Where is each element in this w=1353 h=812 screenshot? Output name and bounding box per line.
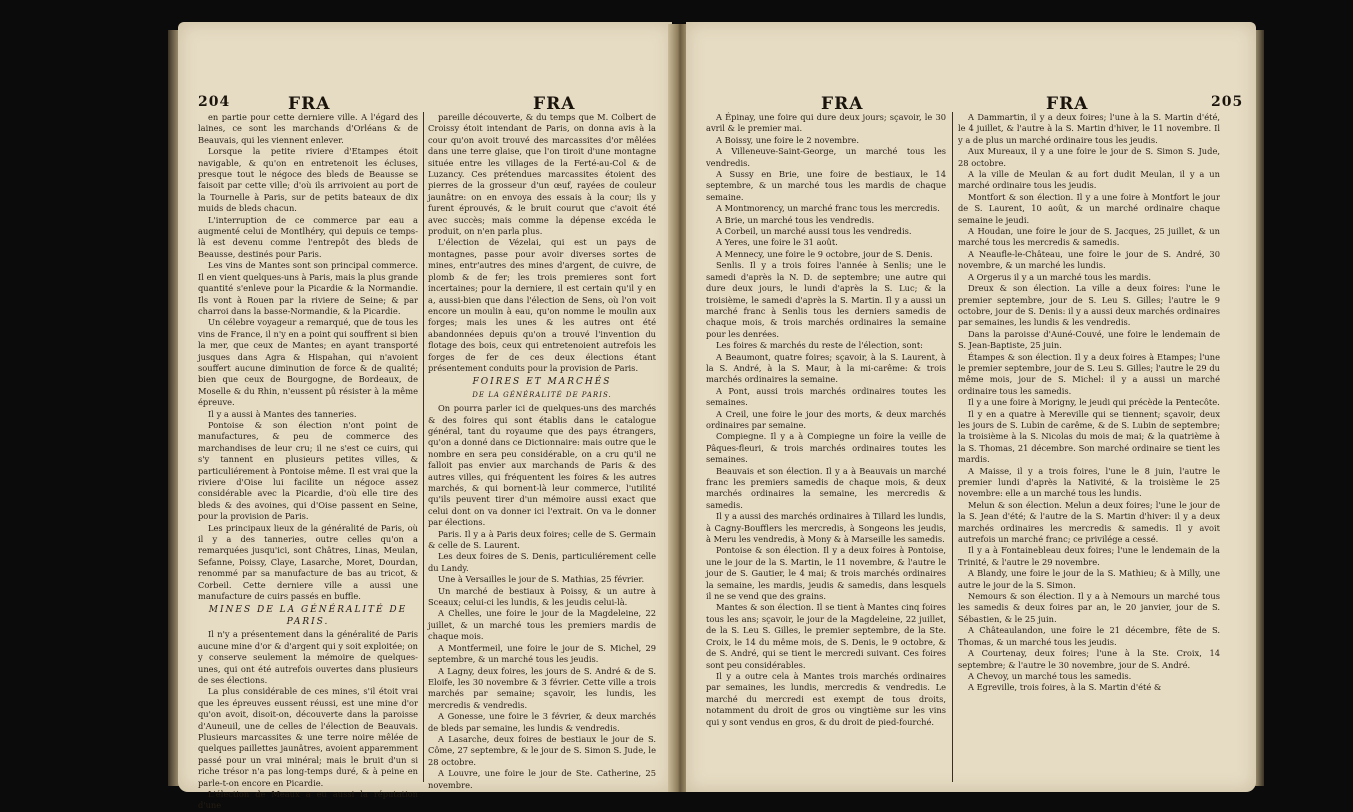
paragraph: Les vins de Mantes sont son principal commerce. Il en vient quelques-uns à Paris, mais la plus grande quantité s'enleve pour la Picardie & la Normandie. Ils vont à Rouen par la riviere de Seine; & par charroi dans la basse-Normandie, & la Picardie. (198, 260, 418, 316)
section-subheading-foires: DE LA GÉNÉRALITÉ DE PARIS. (472, 390, 612, 399)
paragraph: A Chevoy, un marché tous les samedis. (968, 670, 1132, 681)
section-heading-mines: MINES DE LA GÉNÉRALITÉ DE PARIS. (208, 605, 408, 627)
page-number-left: 204 (198, 94, 231, 110)
paragraph: A Brie, un marché tous les vendredis. (716, 214, 875, 225)
paragraph: A Creil, une foire le jour des morts, & deux marchés ordinaires par semaine. (706, 408, 946, 430)
column-rule-left (423, 112, 424, 782)
paragraph: A Villeneuve-Saint-George, un marché tous les vendredis. (706, 146, 946, 168)
left-page-column-2 (428, 112, 656, 792)
paragraph: A Sussy en Brie, une foire de bestiaux, le 14 septembre, & un marché tous les mardis de chaque semaine. (706, 169, 946, 202)
left-page-column-1 (198, 112, 418, 811)
paragraph: A Louvre, une foire le jour de Ste. Catherine, 25 novembre. (428, 768, 656, 790)
paragraph: A Houdan, une foire le jour de S. Jacques, 25 juillet, & un marché tous les mercredis & samedis. (958, 226, 1220, 248)
paragraph: Un célebre voyageur a remarqué, que de tous les vins de France, il n'y en a point qui souffrent si bien la mer, que ceux de Mantes; en ayant transporté jusques dans Agra & Hispahan, qui n'avoient souffert aucune diminution de force & de qualité; bien que ceux de Bourgogne, de Bordeaux, de Moselle & du Rhin, n'eussent pû résister à la même épreuve. (198, 317, 418, 408)
left-page (178, 22, 672, 811)
running-head-left-col1: FRA (288, 94, 331, 114)
paragraph: pareille découverte, & du temps que M. Colbert de Croissy étoit intendant de Paris, on donna avis à la cour qu'on avoit trouvé des marcassites d'or mêlées dans une terre glaise, que l'on tiroit d'une montagne située entre les villages de la Ferté-au-Col & de Luzancy. Ces prétendues marcassites étoient des pierres de la grosseur d'un œuf, rayées de couleur jaunâtre: on en envoya des essais à la cour; ils y furent éprouvés, & le bruit courut que c'avoit été avec succès; mais comme la dépense excéda le produit, on n'en parla plus. (428, 112, 656, 237)
paragraph: Dreux & son élection. La ville a deux foires: l'une le premier septembre, jour de S. Leu S. Gilles; l'autre le 9 octobre, jour de S. Denis: il y a aussi deux marchés ordinaires par semaines, les lundis & les vendredis. (958, 283, 1220, 328)
paragraph: A Mennecy, une foire le 9 octobre, jour de S. Denis. (716, 248, 933, 259)
paragraph: A Pont, aussi trois marchés ordinaires toutes les semaines. (706, 385, 946, 408)
paragraph: Lorsque la petite riviere d'Etampes étoit navigable, & qu'on en entretenoit les écluses, presque tout le négoce des bleds de Beausse se faisoit par cette ville; d'où ils arrivoient au port de la Tournelle à Paris, sur de petits bateaux de dix muids de bleds chacun. (198, 146, 418, 214)
paragraph: On pourra parler ici de quelques-uns des marchés & des foires qui sont établis dans le catalogue général, tant du royaume que des pays étrangers, qu'on a donné dans ce Dictionnaire: mais outre que le nombre en sera peu considérable, on a cru qu'il ne falloit pas envier aux marchands de Paris & des autres villes, qui fréquentent les foires & les autres marchés, & qui bornent-là leur commerce, l'utilité qu'ils peuvent tirer d'un mémoire aussi exact que celui dont on va donner ici l'extrait. On va le donner par élections. (428, 403, 656, 528)
paragraph: A Gonesse, une foire le 3 février, & deux marchés de bleds par semaine, les lundis & vendredis. (428, 711, 656, 733)
paragraph: Il y en a quatre à Mereville qui se tiennent; sçavoir, deux les jours de S. Lubin de carême, & de S. Lubin de septembre; la troisième à la S. Nicolas du mois de mai; & la quatrième à la S. Thomas, 21 décembre. Son marché ordinaire se tient les mardis. (958, 408, 1220, 465)
paragraph: Une à Versailles le jour de S. Mathias, 25 février. (438, 574, 645, 585)
paragraph: L'élection de Vézelai, qui est un pays de montagnes, passe pour avoir diverses sortes de mines, entr'autres des mines d'argent, de cuivre, de plomb & de fer; les trois premieres sont fort incertaines; pour la derniere, il est certain qu'il y en a, aussi-bien que dans l'élection de Sens, où l'on voit encore un moulin à eau, qu'on nomme le moulin aux forges; mais les unes & les autres ont été abandonnées depuis qu'on a trouvé l'invention du flotage des bois, ceux qui entretenoient autrefois les forges de fer de ces deux élections étant présentement conduits pour la provision de Paris. (428, 237, 656, 373)
paragraph: Il y a une foire à Morigny, le jeudi qui précède la Pentecôte. (968, 397, 1220, 408)
paragraph: Pontoise & son élection n'ont point de manufactures, & peu de commerce des marchandises de leur cru; il ne s'est ce cuirs, qui s'y tannent en plusieurs petites villes, & particuliérement à Pontoise même. Il est vrai que la riviere d'Oise lui facilite un négoce assez considérable avec la Picardie, d'où elle tire des bleds & des avoines, qui d'Oise passent en Seine, pour la provision de Paris. (198, 419, 418, 522)
paragraph: A Montmorency, un marché franc tous les mercredis. (716, 203, 940, 214)
column-rule-right (952, 112, 953, 782)
paragraph: Il y a aussi à Mantes des tanneries. (208, 408, 357, 419)
paragraph: L'élection de Meaux a eu aussi la réputation d'une (198, 788, 418, 811)
paragraph: La plus considérable de ces mines, s'il étoit vrai que les épreuves eussent réussi, est une mine d'or qu'on avoit, disoit-on, découverte dans la paroisse d'Auneuil, une de celles de l'élection de Beauvais. Plusieurs marcassites & une terre noire mêlée de quelques paillettes jaunâtres, avoient apparemment passé pour un vrai minéral; mais le bruit d'un si riche trésor n'a pas long-temps duré, & à peine en parle-t-on encore en Picardie. (198, 686, 418, 788)
running-head-left-col2: FRA (533, 94, 576, 114)
right-page (686, 22, 1256, 792)
paragraph: L'interruption de ce commerce par eau a augmenté celui de Montlhéry, qui depuis ce temps-là est devenu comme l'entrepôt des bleds de Beausse, destinés pour Paris. (198, 214, 418, 259)
paragraph: A Blandy, une foire le jour de la S. Mathieu; & à Milly, une autre le jour de la S. Simon. (958, 568, 1220, 590)
paragraph: Compiegne. Il y a à Compiegne un foire la veille de Pâques-fleuri, & trois marchés ordinaires toutes les semaines. (706, 431, 946, 465)
paragraph: A Lagny, deux foires, les jours de S. André & de S. Eloife, les 30 novembre & 3 février. Cette ville a trois marchés par semaine; sçavoir, les lundis, les mercredis & vendredis. (428, 665, 656, 710)
paragraph: Les principaux lieux de la généralité de Paris, où il y a des tanneries, outre celles qu'on a remarquées jusqu'ici, sont Châtres, Linas, Meulan, Sefanne, Poissy, Claye, Lasarche, Moret, Dourdan, renommé par sa manufacture de bas au tricot, & Corbeil. Cette derniere ville a aussi une manufacture de cuirs passés en buffle. (198, 522, 418, 602)
page-number-right: 205 (1211, 94, 1244, 110)
paragraph: Montfort & son élection. Il y a une foire à Montfort le jour de S. Laurent, 10 août, & un marché ordinaire chaque semaine le jeudi. (958, 191, 1220, 225)
paragraph: Senlis. Il y a trois foires l'année à Senlis; une le samedi d'après la N. D. de septembre; une autre qui dure deux jours, le lundi d'après la S. Luc; & la troisième, le samedi d'après la S. Martin. Il y a aussi un marché franc à Senlis tous les derniers samedis de chaque mois, & trois marchés ordinaires la semaine pour les denrées. (706, 260, 946, 339)
paragraph: A Yeres, une foire le 31 août. (716, 237, 838, 248)
paragraph: Nemours & son élection. Il y a à Nemours un marché tous les samedis & deux foires par an, le 20 janvier, jour de S. Sébastien, & le 25 juin. (958, 591, 1220, 624)
paragraph: Mantes & son élection. Il se tient à Mantes cinq foires tous les ans; sçavoir, le jour de la Magdeleine, 22 juillet, de la S. Leu S. Gilles, le premier septembre, de la Ste. Croix, le 14 du même mois, de S. Denis, le 9 octobre, & de S. André, qui se tient le mercredi suivant. Ces foires sont peu considérables. (706, 602, 946, 670)
section-heading-foires: FOIRES ET MARCHÉS (472, 377, 612, 388)
paragraph: A Orgerus il y a un marché tous les mardis. (968, 271, 1151, 282)
paragraph: Il y a aussi des marchés ordinaires à Tillard les lundis, à Cagny-Boufflers les mercredis, à Songeons les jeudis, à Meru les vendredis, à Mony & à Marseille les samedis. (706, 511, 946, 545)
paragraph: Il y a outre cela à Mantes trois marchés ordinaires par semaines, les lundis, mercredis & vendredis. Le marché du mercredi est exempt de tous droits, notamment du droit de gros ou vingtième sur les vins qui y sont vendus en gros, & du droit de pied-fourché. (706, 670, 946, 727)
paragraph: A Egreville, trois foires, à la S. Martin d'été & (968, 682, 1162, 693)
right-page-column-1 (706, 112, 946, 792)
paragraph: Il n'y a présentement dans la généralité de Paris aucune mine d'or & d'argent qui y soit exploitée; on y conserve seulement la mémoire de quelques-unes, qui ont été autrefois ouvertes dans plusieurs de ses élections. (198, 629, 418, 685)
paragraph: A Boissy, une foire le 2 novembre. (716, 134, 859, 145)
paragraph: A Maisse, il y a trois foires, l'une le 8 juin, l'autre le premier lundi d'après la Nativité, & la troisième le 25 novembre: elle a un marché tous les lundis. (958, 465, 1220, 499)
running-head-right-col2: FRA (1046, 94, 1089, 114)
paragraph: Dans la paroisse d'Auné-Couvé, une foire le lendemain de S. Jean-Baptiste, 25 juin. (958, 328, 1220, 351)
paragraph: A Lasarche, deux foires de bestiaux le jour de S. Côme, 27 septembre, & le jour de S. Simon S. Jude, le 28 octobre. (428, 733, 656, 767)
paragraph: Paris. Il y a à Paris deux foires; celle de S. Germain & celle de S. Laurent. (428, 528, 656, 551)
paragraph: en partie pour cette derniere ville. A l'égard des laines, ce sont les marchands d'Orléans & de Beauvais, qui les viennent enlever. (198, 112, 418, 145)
paragraph: Aux Mureaux, il y a une foire le jour de S. Simon S. Jude, 28 octobre. (958, 146, 1220, 168)
paragraph: A Montfermeil, une foire le jour de S. Michel, 29 septembre, & un marché tous les jeudis. (428, 642, 656, 665)
paragraph: A Courtenay, deux foires; l'une à la Ste. Croix, 14 septembre; & l'autre le 30 novembre, jour de S. André. (958, 648, 1220, 670)
paragraph: Melun & son élection. Melun a deux foires; l'une le jour de la S. Jean d'été; & l'autre de la S. Martin d'hiver: il y a deux marchés ordinaires les mercredis & samedis. Il y avoit autrefois un marché franc; ce privilége a cessé. (958, 499, 1220, 545)
paragraph: Pontoise & son élection. Il y a deux foires à Pontoise, une le jour de la S. Martin, le 11 novembre, & l'autre le jour de S. Gautier, le 4 mai; & trois marchés ordinaires la semaine, les mardis, jeudis & samedis, dans lesquels il ne se vend que des grains. (706, 545, 946, 602)
right-page-column-2 (958, 112, 1220, 792)
paragraph: Les deux foires de S. Denis, particuliérement celle du Landy. (428, 551, 656, 573)
paragraph: Il y a à Fontainebleau deux foires; l'une le lendemain de la Trinité, & l'autre le 29 novembre. (958, 545, 1220, 567)
paragraph: A Châteaulandon, une foire le 21 décembre, fête de S. Thomas, & un marché tous les jeudis. (958, 625, 1220, 647)
paragraph: A Beaumont, quatre foires; sçavoir, à la S. Laurent, à la S. André, à la S. Maur, à la mi-carême: & trois marchés ordinaires la semaine. (706, 351, 946, 385)
paragraph: Les foires & marchés du reste de l'élection, sont: (716, 340, 923, 351)
running-head-right-col1: FRA (821, 94, 864, 114)
paragraph: A Chelles, une foire le jour de la Magdeleine, 22 juillet, & un marché tous les premiers mardis de chaque mois. (428, 608, 656, 642)
paragraph: A la ville de Meulan & au fort dudit Meulan, il y a un marché ordinaire tous les jeudis. (958, 169, 1220, 191)
paragraph: Un marché de bestiaux à Poissy, & un autre à Sceaux; celui-ci les lundis, & les jeudis celui-là. (428, 585, 656, 608)
paragraph: A Épinay, une foire qui dure deux jours; sçavoir, le 30 avril & le premier mai. (706, 112, 946, 134)
paragraph: Étampes & son élection. Il y a deux foires à Etampes; l'une le premier septembre, jour de S. Leu S. Gilles; l'autre le 29 du même mois, jour de S. Michel: il y a aussi un marché ordinaire tous les samedis. (958, 351, 1220, 396)
paragraph: Beauvais et son élection. Il y a à Beauvais un marché franc les premiers samedis de chaque mois, & deux marchés ordinaires la semaine, les mercredis & samedis. (706, 465, 946, 510)
paragraph: A Corbeil, un marché aussi tous les vendredis. (716, 226, 912, 237)
paragraph: A Dammartin, il y a deux foires; l'une à la S. Martin d'été, le 4 juillet, & l'autre à la S. Martin d'hiver, le 11 novembre. Il y a de plus un marché ordinaire tous les jeudis. (958, 112, 1220, 145)
paragraph: A Neaufle-le-Château, une foire le jour de S. André, 30 novembre, & un marché les lundis. (958, 248, 1220, 271)
